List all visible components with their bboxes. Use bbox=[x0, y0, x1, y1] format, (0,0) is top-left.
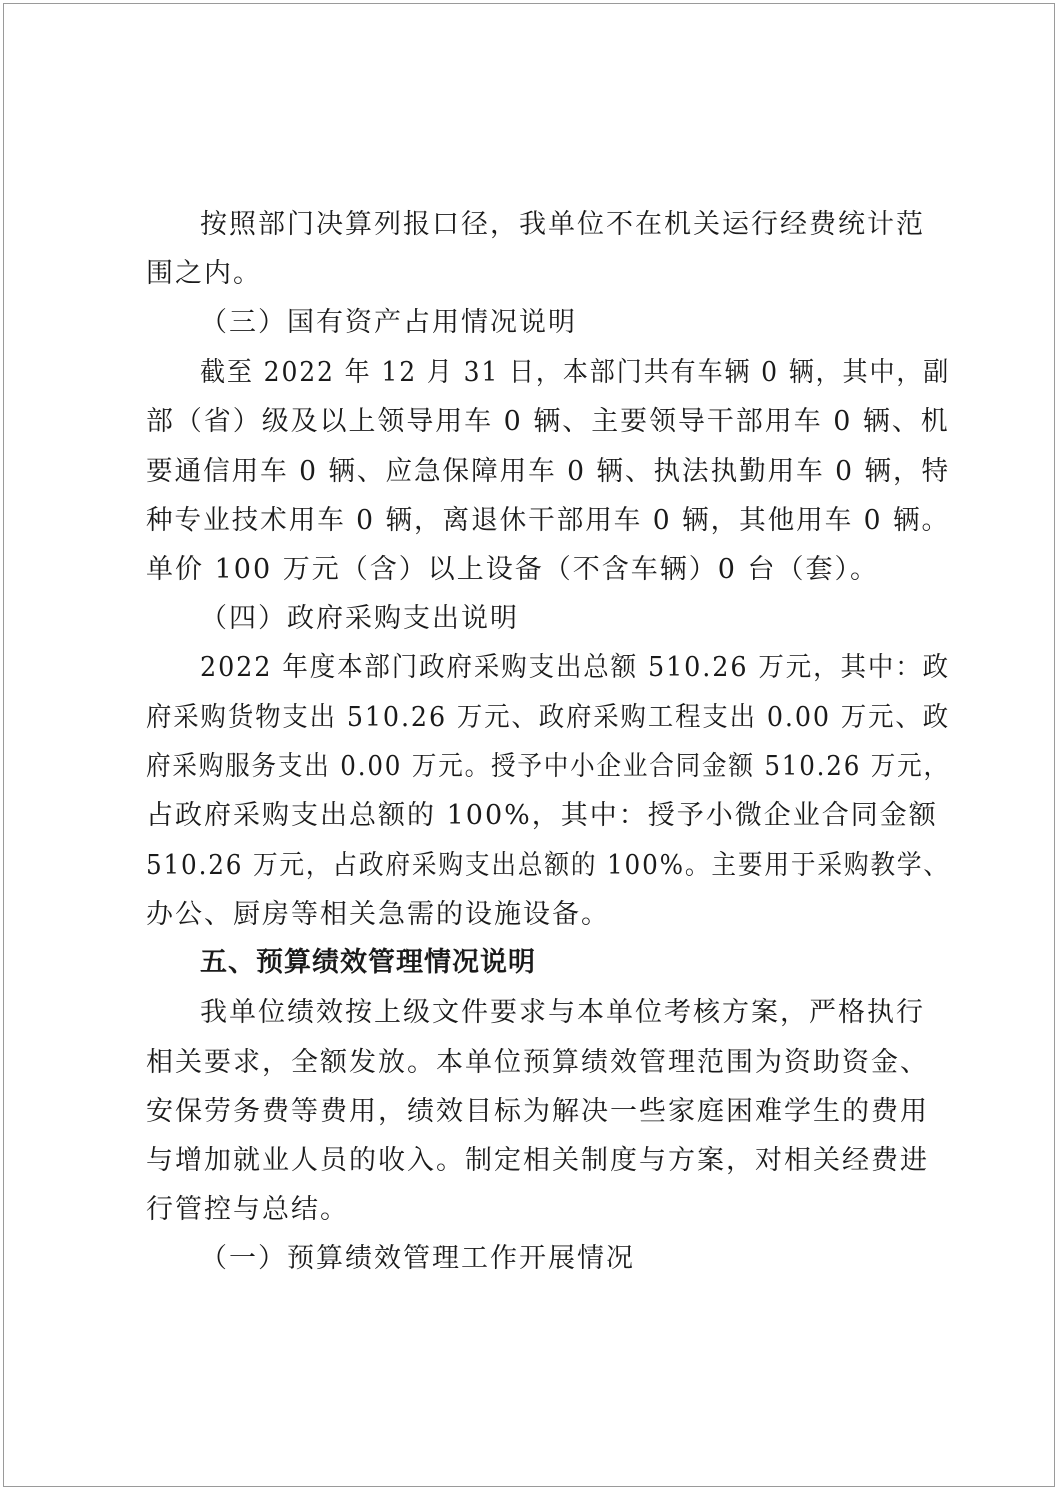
section-subheading: （三）国有资产占用情况说明 bbox=[200, 307, 577, 338]
paragraph-line: 与增加就业人员的收入。制定相关制度与方案，对相关经费进 bbox=[146, 1145, 929, 1176]
section-subheading: （四）政府采购支出说明 bbox=[200, 603, 519, 634]
paragraph-line: 安保劳务费等费用，绩效目标为解决一些家庭困难学生的费用 bbox=[146, 1096, 929, 1127]
paragraph-line: 2022 年度本部门政府采购支出总额 510.26 万元，其中：政 bbox=[200, 652, 950, 683]
paragraph-line: 部（省）级及以上领导用车 0 辆、主要领导干部用车 0 辆、机 bbox=[146, 406, 950, 437]
document-page bbox=[3, 3, 1055, 1487]
paragraph-line: 截至 2022 年 12 月 31 日，本部门共有车辆 0 辆，其中，副 bbox=[200, 357, 951, 388]
paragraph-line: 种专业技术用车 0 辆，离退休干部用车 0 辆，其他用车 0 辆。 bbox=[146, 505, 951, 536]
paragraph-line: 要通信用车 0 辆、应急保障用车 0 辆、执法执勤用车 0 辆，特 bbox=[146, 456, 951, 487]
paragraph-line: 办公、厨房等相关急需的设施设备。 bbox=[146, 899, 610, 930]
paragraph-line: 我单位绩效按上级文件要求与本单位考核方案，严格执行 bbox=[200, 997, 925, 1028]
paragraph-line: 相关要求，全额发放。本单位预算绩效管理范围为资助资金、 bbox=[146, 1047, 929, 1078]
paragraph-line: 按照部门决算列报口径，我单位不在机关运行经费统计范 bbox=[200, 209, 925, 240]
paragraph-line: 占政府采购支出总额的 100%，其中：授予小微企业合同金额 bbox=[146, 800, 938, 831]
section-subheading: （一）预算绩效管理工作开展情况 bbox=[200, 1243, 635, 1274]
section-heading: 五、预算绩效管理情况说明 bbox=[200, 947, 536, 978]
paragraph-line: 府采购货物支出 510.26 万元、政府采购工程支出 0.00 万元、政 bbox=[146, 702, 950, 733]
paragraph-line: 府采购服务支出 0.00 万元。授予中小企业合同金额 510.26 万元， bbox=[146, 751, 950, 782]
paragraph-line: 围之内。 bbox=[146, 258, 262, 289]
paragraph-line: 单价 100 万元（含）以上设备（不含车辆）0 台（套）。 bbox=[146, 554, 879, 585]
paragraph-line: 行管控与总结。 bbox=[146, 1194, 349, 1225]
paragraph-line: 510.26 万元，占政府采购支出总额的 100%。主要用于采购教学、 bbox=[146, 850, 950, 881]
